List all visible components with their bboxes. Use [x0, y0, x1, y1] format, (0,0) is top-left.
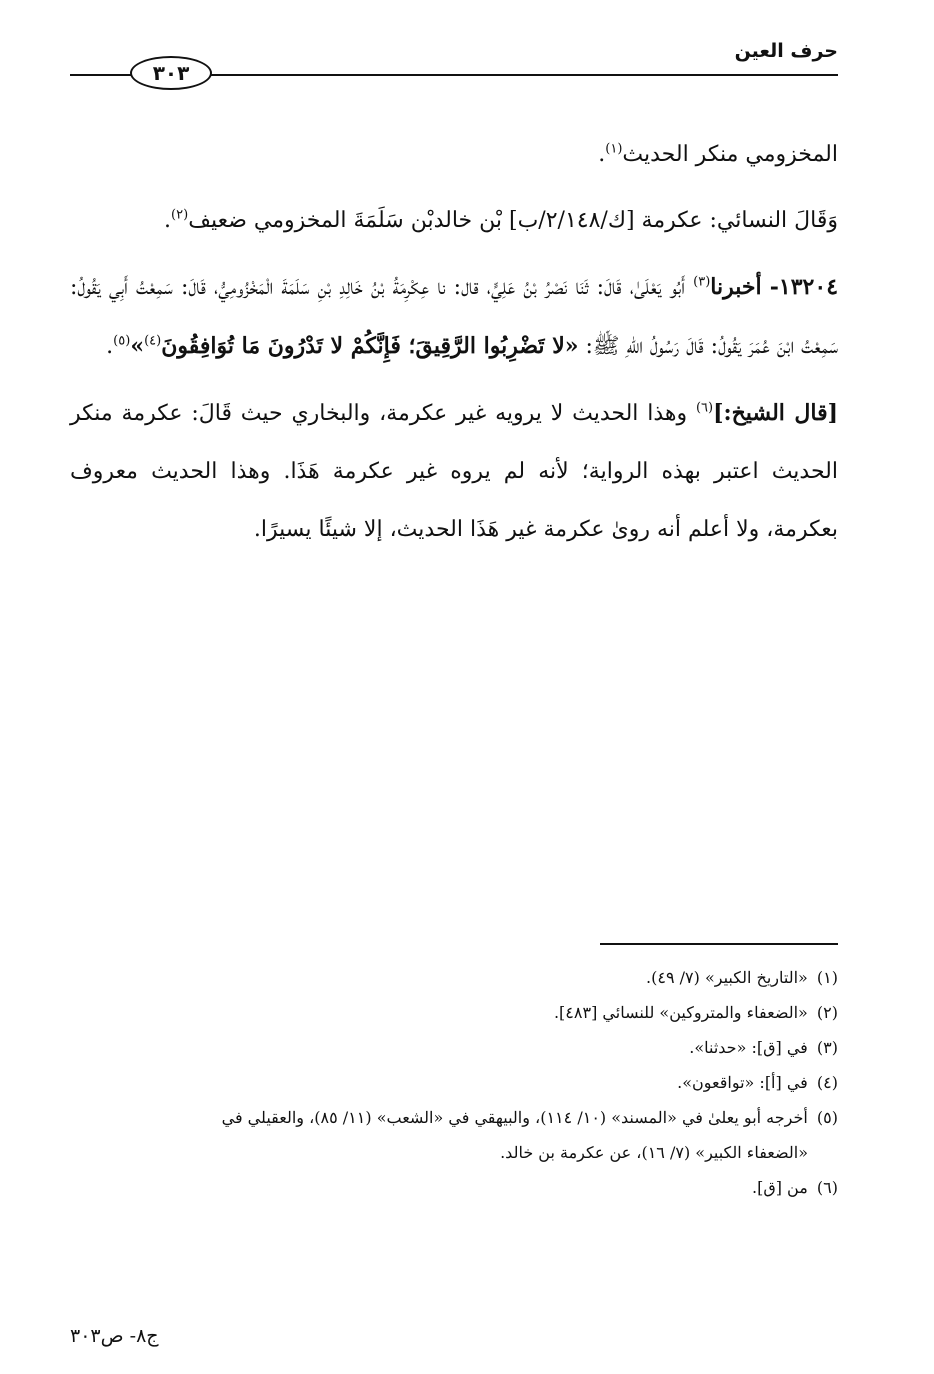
volume-page-reference: ج٨- ص٣٠٣	[70, 1325, 159, 1347]
footnote-text: «التاريخ الكبير» (٧/ ٤٩).	[646, 968, 808, 987]
footnote-1	[70, 960, 838, 995]
footnote-number: (٣)	[816, 1038, 838, 1057]
footnote-text: في [أ]: «تواقعون».	[677, 1073, 808, 1092]
footnote-5-continuation	[70, 1135, 838, 1170]
footnote-number: (٦)	[816, 1178, 838, 1197]
paragraph-1-end: .	[598, 142, 606, 167]
hadith-end: .	[106, 334, 114, 359]
footnote-ref-2: (٢)	[171, 207, 189, 223]
paragraph-1	[70, 126, 838, 184]
hadith-quote: «لا تَضْرِبُوا الرَّقِيقَ؛ فَإِنَّكُمْ لا تَدْرُونَ مَا تُوَافِقُونَ	[161, 333, 579, 359]
footnote-text: من [ق].	[751, 1178, 808, 1197]
footnote-6	[70, 1170, 838, 1205]
footnote-text: أخرجه أبو يعلىٰ في «المسند» (١٠/ ١١٤)، والبيهقي في «الشعب» (١١/ ٨٥)، والعقيلي في	[221, 1108, 808, 1127]
hadith-number: ١٣٢٠٤-	[769, 274, 839, 300]
footnote-4	[70, 1065, 838, 1100]
page-number: ٣٠٣	[130, 56, 212, 90]
footnote-ref-5: (٥)	[113, 333, 131, 349]
footnote-text: في [ق]: «حدثنا».	[689, 1038, 808, 1057]
footnote-number: (٢)	[816, 1003, 838, 1022]
footnote-ref-6: (٦)	[695, 400, 714, 416]
footnote-number: (١)	[816, 968, 838, 987]
commentary-lead: [قال الشيخ:]	[713, 400, 838, 426]
paragraph-2	[70, 192, 838, 250]
paragraph-2-end: .	[164, 208, 172, 233]
hadith-lead: أخبرنا	[710, 274, 762, 300]
hadith-chain: أَبُو يَعْلَىٰ، قَالَ: ثَنَا نَصْرُ بْنُ عَلِيٍّ، قال: نا عِكْرِمَةُ بْنُ خَالِدِ بْنِ سَلَمَةَ الْمَخْزُومِيُّ، قَالَ: سَمِعْتُ أَبِي يَقُولُ: سَمِعْتُ ابْنَ عُمَرَ يَقُولُ: قَالَ رَسُولُ اللهِ ﷺ:	[70, 275, 838, 359]
footnotes	[70, 960, 838, 1205]
commentary-paragraph	[70, 384, 838, 559]
hadith-paragraph	[70, 258, 838, 376]
footnote-5	[70, 1100, 838, 1135]
main-text	[70, 126, 838, 559]
paragraph-1-text: المخزومي منكر الحديث	[622, 142, 838, 167]
footnote-2	[70, 995, 838, 1030]
footnote-number: (٤)	[816, 1073, 838, 1092]
hadith-quote-close: »	[130, 333, 145, 359]
paragraph-2-text: وَقَالَ النسائي: عكرمة [ك/٢/١٤٨/ب] بْن خالدبْن سَلَمَةَ المخزومي ضعيف	[188, 208, 838, 233]
footnote-text: «الضعفاء الكبير» (٧/ ١٦)، عن عكرمة بن خالد.	[500, 1143, 808, 1162]
footnote-ref-4: (٤)	[144, 333, 162, 349]
footnote-ref-3: (٣)	[693, 274, 711, 290]
footnote-ref-1: (١)	[605, 141, 623, 157]
footnote-3	[70, 1030, 838, 1065]
footnote-number: (٥)	[816, 1108, 838, 1127]
footnote-text: «الضعفاء والمتروكين» للنسائي [٤٨٣].	[553, 1003, 808, 1022]
section-title: حرف العين	[734, 40, 838, 62]
footnote-rule	[600, 943, 838, 945]
commentary-text: وهذا الحديث لا يرويه غير عكرمة، والبخاري حيث قَالَ: عكرمة منكر الحديث اعتبر بهذه الرواية؛ لأنه لم يروه غير عكرمة هَذَا. وهذا الحديث معروف بعكرمة، ولا أعلم أنه روىٰ عكرمة غير هَذَا الحديث، إلا شيئًا يسيرًا.	[70, 401, 838, 542]
